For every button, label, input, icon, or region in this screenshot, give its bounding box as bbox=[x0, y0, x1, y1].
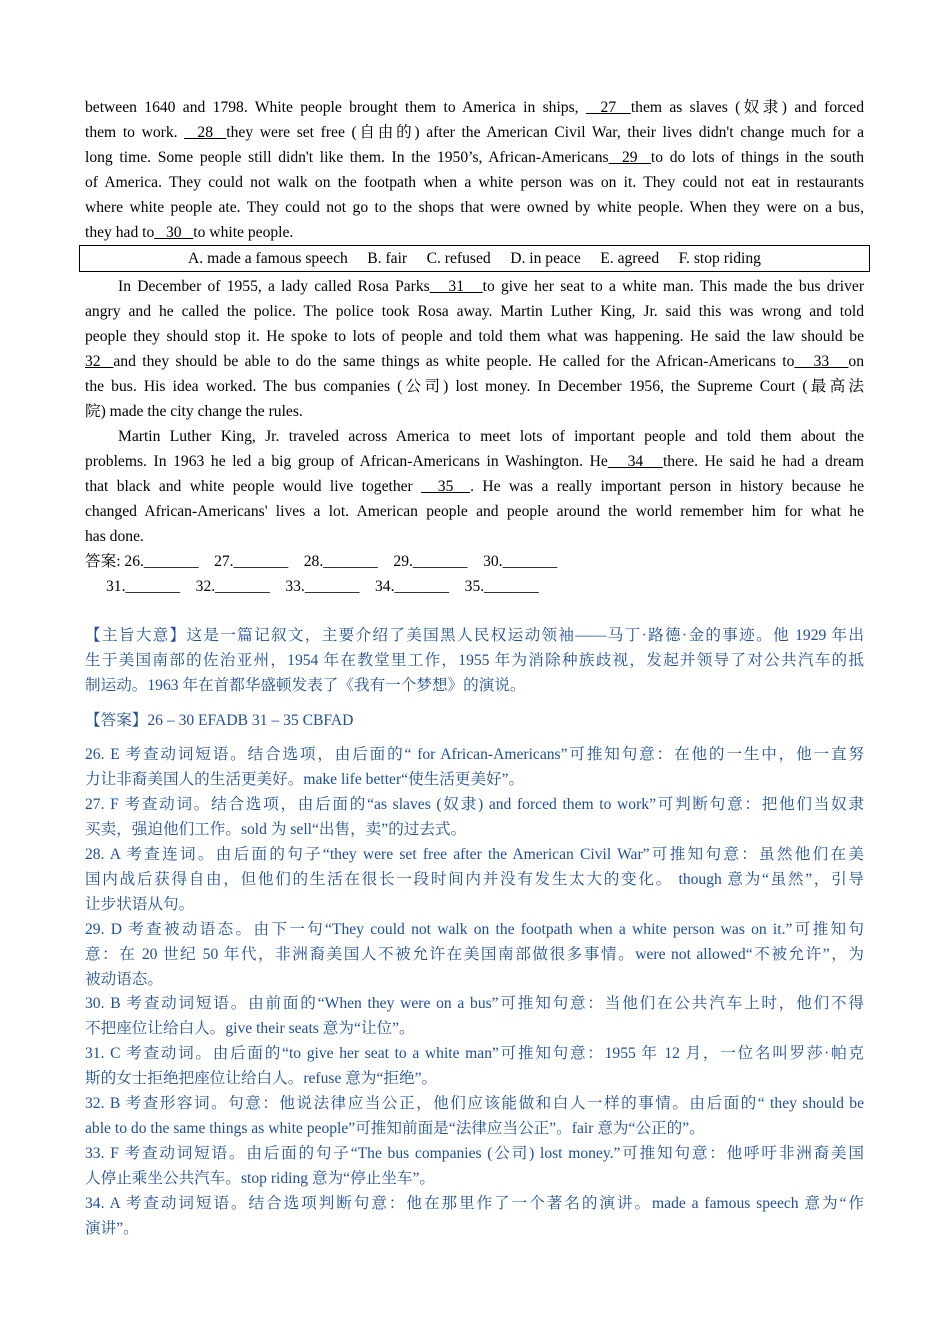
passage-line: where white people ate. They could not go to the shops that were owned by white people. When they were on a bus, bbox=[85, 199, 864, 216]
summary-line: 【主旨大意】这是一篇记叙文，主要介绍了美国黑人民权运动领袖——马丁·路德·金的事迹。他 1929 年出 bbox=[85, 627, 864, 644]
blank-34: 34 bbox=[607, 453, 663, 470]
blank-30: 30 bbox=[154, 224, 194, 241]
passage-line: In December of 1955, a lady called Rosa Parks 31 to give her seat to a white man. This made the bus driver bbox=[118, 278, 865, 295]
passage-line: problems. In 1963 he led a big group of African-Americans in Washington. He 34 there. He said he had a dream bbox=[85, 453, 865, 470]
explanation-line: 31. C 考查动词。由后面的“to give her seat to a white man”可推知句意：1955 年 12 月，一位名叫罗莎·帕克 bbox=[85, 1045, 864, 1062]
explanation-line: 33. F 考查动词短语。由后面的句子“The bus companies (公司) lost money.”可推知句意：他呼吁非洲裔美国 bbox=[85, 1145, 864, 1162]
passage-line: has done. bbox=[85, 528, 144, 545]
passage-line: Martin Luther King, Jr. traveled across America to meet lots of important people and told them about the bbox=[118, 428, 864, 445]
explanation-line: 27. F 考查动词。结合选项，由后面的“as slaves (奴隶) and forced them to work”可判断句意：把他们当奴隶 bbox=[85, 796, 864, 813]
explanation-line: 28. A 考查连词。由后面的句子“they were set free after the American Civil War”可推知句意：虽然他们在美 bbox=[85, 846, 864, 863]
blank-31: 31 bbox=[429, 278, 483, 295]
passage-line: that black and white people would live together 35 . He was a really important person in history because he bbox=[85, 478, 865, 495]
passage-line: between 1640 and 1798. White people brought them to America in ships, 27 them as slaves (奴隶) and forced bbox=[85, 99, 865, 116]
explanation-line: 国内战后获得自由，但他们的生活在很长一段时间内并没有发生太大的变化。 though 意为“虽然”，引导 bbox=[85, 871, 864, 888]
answer-key: 【答案】26 – 30 EFADB 31 – 35 CBFAD bbox=[85, 712, 354, 729]
blank-27: 27 bbox=[585, 99, 631, 116]
explanation-line: 买卖，强迫他们工作。sold 为 sell“出售，卖”的过去式。 bbox=[85, 821, 467, 838]
passage-line: of America. They could not walk on the footpath when a white person was on it. They could not eat in restaurants bbox=[85, 174, 864, 191]
passage-line: people they should stop it. He spoke to lots of people and told them what was happening. He said the law should be bbox=[85, 328, 864, 345]
answer-row: 31._______ 32._______ 33._______ 34._______ 35._______ bbox=[106, 578, 539, 595]
blank-32: 32 bbox=[85, 353, 114, 370]
options-box: A. made a famous speech B. fair C. refused D. in peace E. agreed F. stop riding bbox=[79, 245, 870, 272]
explanation-line: 演讲”。 bbox=[85, 1220, 139, 1237]
passage-line: changed African-Americans' lives a lot. American people and people around the world remember him for what he bbox=[85, 503, 864, 520]
passage-line: 院) made the city change the rules. bbox=[85, 403, 303, 420]
explanation-line: able to do the same things as white people”可推知前面是“法律应当公正”。fair 意为“公正的”。 bbox=[85, 1120, 705, 1137]
explanation-line: 30. B 考查动词短语。由前面的“When they were on a bus”可推知句意：当他们在公共汽车上时，他们不得 bbox=[85, 995, 864, 1012]
summary-line: 制运动。1963 年在首都华盛顿发表了《我有一个梦想》的演说。 bbox=[85, 677, 526, 694]
passage-line: long time. Some people still didn't like them. In the 1950’s, African-Americans 29 to do lots of things in the south bbox=[85, 149, 864, 166]
explanation-line: 斯的女士拒绝把座位让给白人。refuse 意为“拒绝”。 bbox=[85, 1070, 438, 1087]
explanation-line: 人停止乘坐公共汽车。stop riding 意为“停止坐车”。 bbox=[85, 1170, 435, 1187]
summary-line: 生于美国南部的佐治亚州，1954 年在教堂里工作，1955 年为消除种族歧视，发起并领导了对公共汽车的抵 bbox=[85, 652, 864, 669]
blank-35: 35 bbox=[421, 478, 471, 495]
passage-line: them to work. 28 they were set free (自由的) after the American Civil War, their lives didn't change much for a bbox=[85, 124, 864, 141]
explanation-line: 29. D 考查被动语态。由下一句“They could not walk on the footpath when a white person was on it.”可推知句 bbox=[85, 921, 864, 938]
passage-line: the bus. His idea worked. The bus companies (公司) lost money. In December 1956, the Supreme Court (最高法 bbox=[85, 378, 864, 395]
explanation-line: 意：在 20 世纪 50 年代，非洲裔美国人不被允许在美国南部做很多事情。were not allowed“不被允许”，为 bbox=[85, 946, 864, 963]
explanation-line: 32. B 考查形容词。句意：他说法律应当公正，他们应该能做和白人一样的事情。由后面的“ they should be bbox=[85, 1095, 864, 1112]
explanation-line: 被动语态。 bbox=[85, 971, 163, 988]
blank-28: 28 bbox=[184, 124, 227, 141]
passage-line: 32 and they should be able to do the same things as white people. He called for the African-Americans to 33 on bbox=[85, 353, 865, 370]
explanation-line: 力让非裔美国人的生活更美好。make life better“使生活更美好”。 bbox=[85, 771, 525, 788]
explanation-line: 26. E 考查动词短语。结合选项，由后面的“ for African-Americans”可推知句意：在他的一生中，他一直努 bbox=[85, 746, 864, 763]
explanation-line: 34. A 考查动词短语。结合选项判断句意：他在那里作了一个著名的演讲。made a famous speech 意为“作 bbox=[85, 1195, 864, 1212]
passage-line: they had to 30 to white people. bbox=[85, 224, 294, 241]
answer-row: 答案: 26._______ 27._______ 28._______ 29._______ 30._______ bbox=[85, 553, 558, 570]
explanation-line: 让步状语从句。 bbox=[85, 896, 195, 913]
passage-line: angry and he called the police. The police took Rosa away. Martin Luther King, Jr. said this was wrong and told bbox=[85, 303, 864, 320]
explanation-line: 不把座位让给白人。give their seats 意为“让位”。 bbox=[85, 1020, 415, 1037]
blank-33: 33 bbox=[794, 353, 849, 370]
blank-29: 29 bbox=[608, 149, 651, 166]
